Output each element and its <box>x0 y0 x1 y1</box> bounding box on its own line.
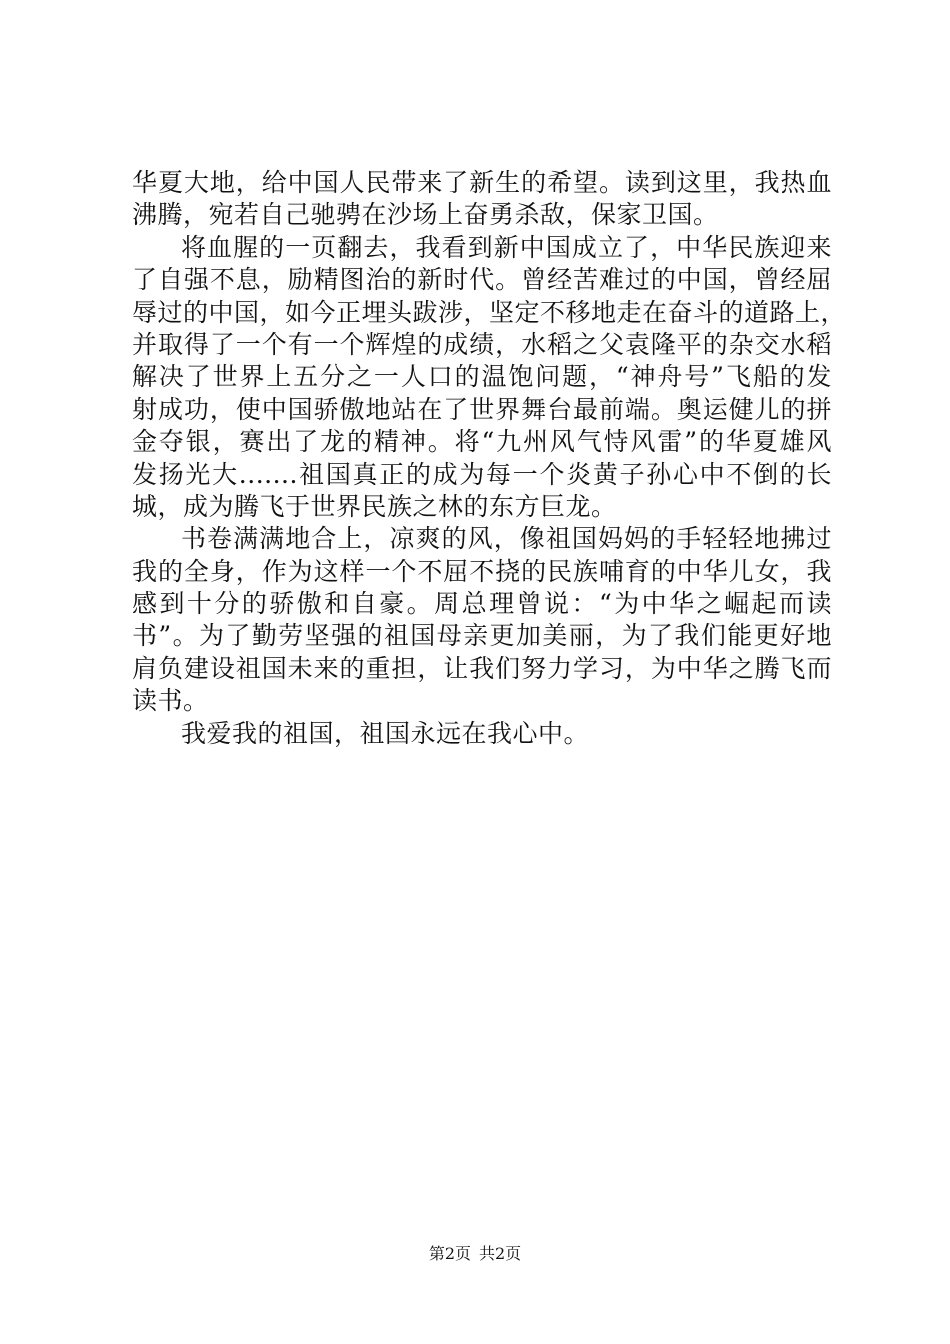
text-line: 沸腾，宛若自己驰骋在沙场上奋勇杀敌，保家卫国。 <box>132 200 719 230</box>
text-line: 华夏大地，给中国人民带来了新生的希望。读到这里，我热血 <box>132 168 832 197</box>
text-line: 肩负建设祖国未来的重担，让我们努力学习，为中华之腾飞而 <box>132 653 832 683</box>
text-line: 将血腥的一页翻去，我看到新中国成立了，中华民族迎来 <box>181 232 832 262</box>
text-line: 发扬光大.......祖国真正的成为每一个炎黄子孙心中不倒的长 <box>132 459 832 489</box>
text-line: 我爱我的祖国，祖国永远在我心中。 <box>181 718 590 748</box>
paragraph <box>132 167 832 232</box>
text-line: 城，成为腾飞于世界民族之林的东方巨龙。 <box>132 491 617 521</box>
current-page-number: 第2页 <box>428 1244 471 1263</box>
text-line: 解决了世界上五分之一人口的温饱问题，“神舟号”飞船的发 <box>132 362 832 392</box>
text-line: 书卷满满地合上，凉爽的风，像祖国妈妈的手轻轻地拂过 <box>181 524 832 554</box>
text-line: 辱过的中国，如今正埋头跋涉，坚定不移地走在奋斗的道路上， <box>132 297 847 327</box>
text-line: 书”。为了勤劳坚强的祖国母亲更加美丽，为了我们能更好地 <box>132 621 832 651</box>
text-line: 读书。 <box>132 686 209 716</box>
text-line: 并取得了一个有一个辉煌的成绩，水稻之父袁隆平的杂交水稻 <box>132 329 832 359</box>
paragraph <box>132 718 832 750</box>
paragraph <box>132 523 832 717</box>
text-line: 我的全身，作为这样一个不屈不挠的民族哺育的中华儿女，我 <box>132 556 832 586</box>
text-line: 射成功，使中国骄傲地站在了世界舞台最前端。奥运健儿的拼 <box>132 394 832 424</box>
total-pages: 共2页 <box>479 1244 522 1263</box>
text-line: 了自强不息，励精图治的新时代。曾经苦难过的中国，曾经屈 <box>132 265 832 295</box>
text-line: 金夺银，赛出了龙的精神。将“九州风气恃风雷”的华夏雄风 <box>132 427 832 457</box>
page-footer <box>0 1244 950 1264</box>
paragraph <box>132 232 847 524</box>
body-text <box>132 167 847 750</box>
text-line: 感到十分的骄傲和自豪。周总理曾说：“为中华之崛起而读 <box>132 589 832 619</box>
